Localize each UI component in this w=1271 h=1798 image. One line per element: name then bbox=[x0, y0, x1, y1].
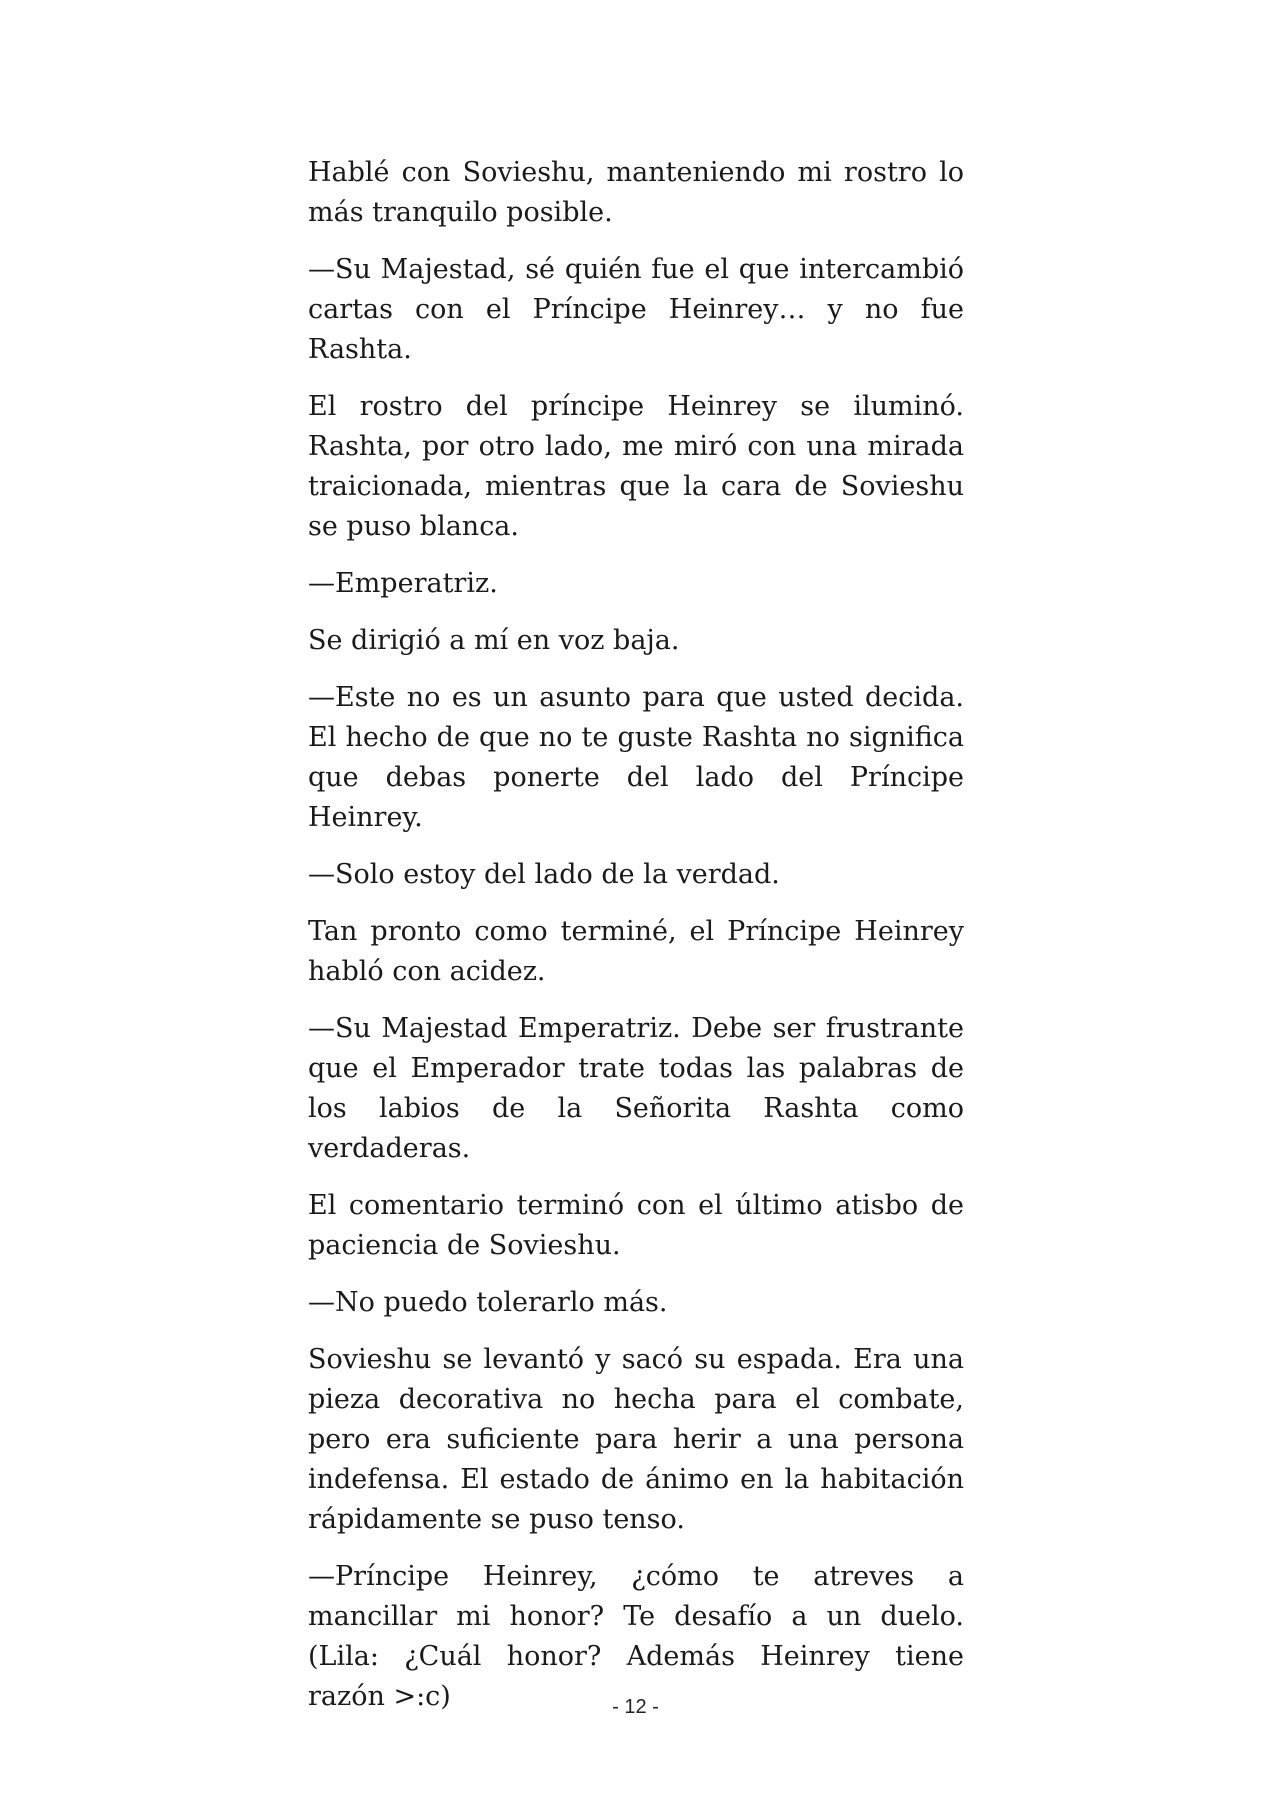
dialogue-paragraph: —Este no es un asunto para que usted decida. El hecho de que no te guste Rashta no significa que debas ponerte del lado del Príncipe Heinrey. bbox=[308, 682, 964, 833]
dialogue-paragraph: —Emperatriz. bbox=[308, 568, 498, 599]
dialogue-paragraph: —Su Majestad Emperatriz. Debe ser frustrante que el Emperador trate todas las palabras de los labios de la Señorita Rashta como verdaderas. bbox=[308, 1013, 964, 1164]
dialogue-paragraph: —No puedo tolerarlo más. bbox=[308, 1287, 668, 1318]
page-number: - 12 - bbox=[612, 1696, 659, 1718]
paragraph: Hablé con Sovieshu, manteniendo mi rostro lo más tranquilo posible. bbox=[308, 157, 964, 228]
paragraph: El rostro del príncipe Heinrey se iluminó. Rashta, por otro lado, me miró con una mirada traicionada, mientras que la cara de Sovieshu se puso blanca. bbox=[308, 391, 964, 542]
paragraph: Se dirigió a mí en voz baja. bbox=[308, 625, 680, 656]
dialogue-paragraph: —Solo estoy del lado de la verdad. bbox=[308, 859, 780, 890]
paragraph: Sovieshu se levantó y sacó su espada. Era una pieza decorativa no hecha para el combate, pero era suficiente para herir a una persona indefensa. El estado de ánimo en la habitación rápidamente se puso tenso. bbox=[308, 1344, 964, 1535]
paragraph: Tan pronto como terminé, el Príncipe Heinrey habló con acidez. bbox=[308, 916, 964, 987]
dialogue-paragraph: —Su Majestad, sé quién fue el que intercambió cartas con el Príncipe Heinrey… y no fue Rashta. bbox=[308, 254, 964, 365]
body-text bbox=[308, 153, 964, 1734]
paragraph: El comentario terminó con el último atisbo de paciencia de Sovieshu. bbox=[308, 1190, 964, 1261]
dialogue-paragraph: —Príncipe Heinrey, ¿cómo te atreves a mancillar mi honor? Te desafío a un duelo. (Lila: ¿Cuál honor? Además Heinrey tiene razón >:c) bbox=[308, 1561, 964, 1712]
